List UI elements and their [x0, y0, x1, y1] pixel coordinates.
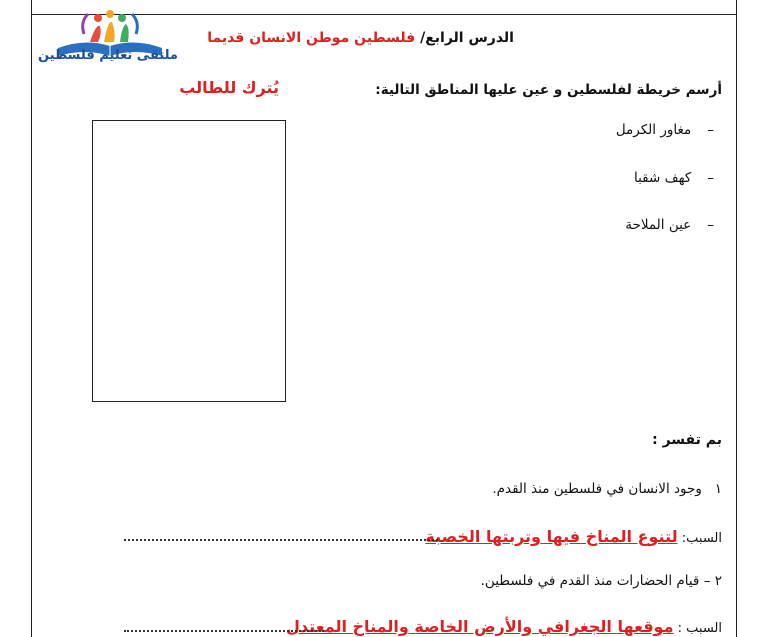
- left-border: [31, 0, 32, 637]
- reason-1: [425, 527, 722, 546]
- reason-2: [286, 617, 722, 636]
- answer-text: لتنوع المناخ فيها وتربتها الخصبة: [425, 527, 678, 546]
- place-item: [625, 217, 714, 233]
- place-label: كهف شقبا: [634, 170, 692, 186]
- lesson-prefix: الدرس الرابع/: [420, 30, 514, 46]
- place-label: عين الملاحة: [625, 217, 692, 233]
- question-text: وجود الانسان في فلسطين منذ القدم.: [492, 481, 702, 497]
- answer-line: [124, 539, 438, 541]
- explain-heading: بم تفسر :: [652, 432, 722, 448]
- question-2: [481, 573, 722, 589]
- right-border: [736, 0, 737, 637]
- map-drawing-box[interactable]: [92, 120, 286, 402]
- lesson-name: فلسطين موطن الانسان قديما: [207, 30, 416, 46]
- place-item: [634, 170, 714, 186]
- logo-caption: ملتقى تعليم فلسطين: [38, 48, 178, 63]
- place-dash: –: [707, 217, 714, 233]
- reason-label: السبب:: [681, 531, 722, 546]
- question-number: ٢ –: [703, 573, 722, 589]
- place-dash: –: [707, 170, 714, 186]
- reason-label: السبب :: [677, 621, 722, 636]
- place-dash: –: [707, 122, 714, 138]
- place-item: [616, 122, 714, 138]
- answer-text: موقعها الجغرافي والأرض الخاصة والمناخ المعتدل: [286, 617, 674, 636]
- answer-line: [124, 630, 324, 632]
- question-1: [492, 481, 722, 497]
- question-number: ١: [714, 481, 722, 497]
- task-instruction: أرسم خريطة لفلسطين و عين عليها المناطق التالية:: [375, 82, 722, 98]
- task-note: يُترك للطالب: [179, 78, 279, 97]
- question-text: قيام الحضارات منذ القدم في فلسطين.: [480, 573, 700, 589]
- place-label: مغاور الكرمل: [615, 122, 692, 138]
- lesson-title: [207, 30, 514, 46]
